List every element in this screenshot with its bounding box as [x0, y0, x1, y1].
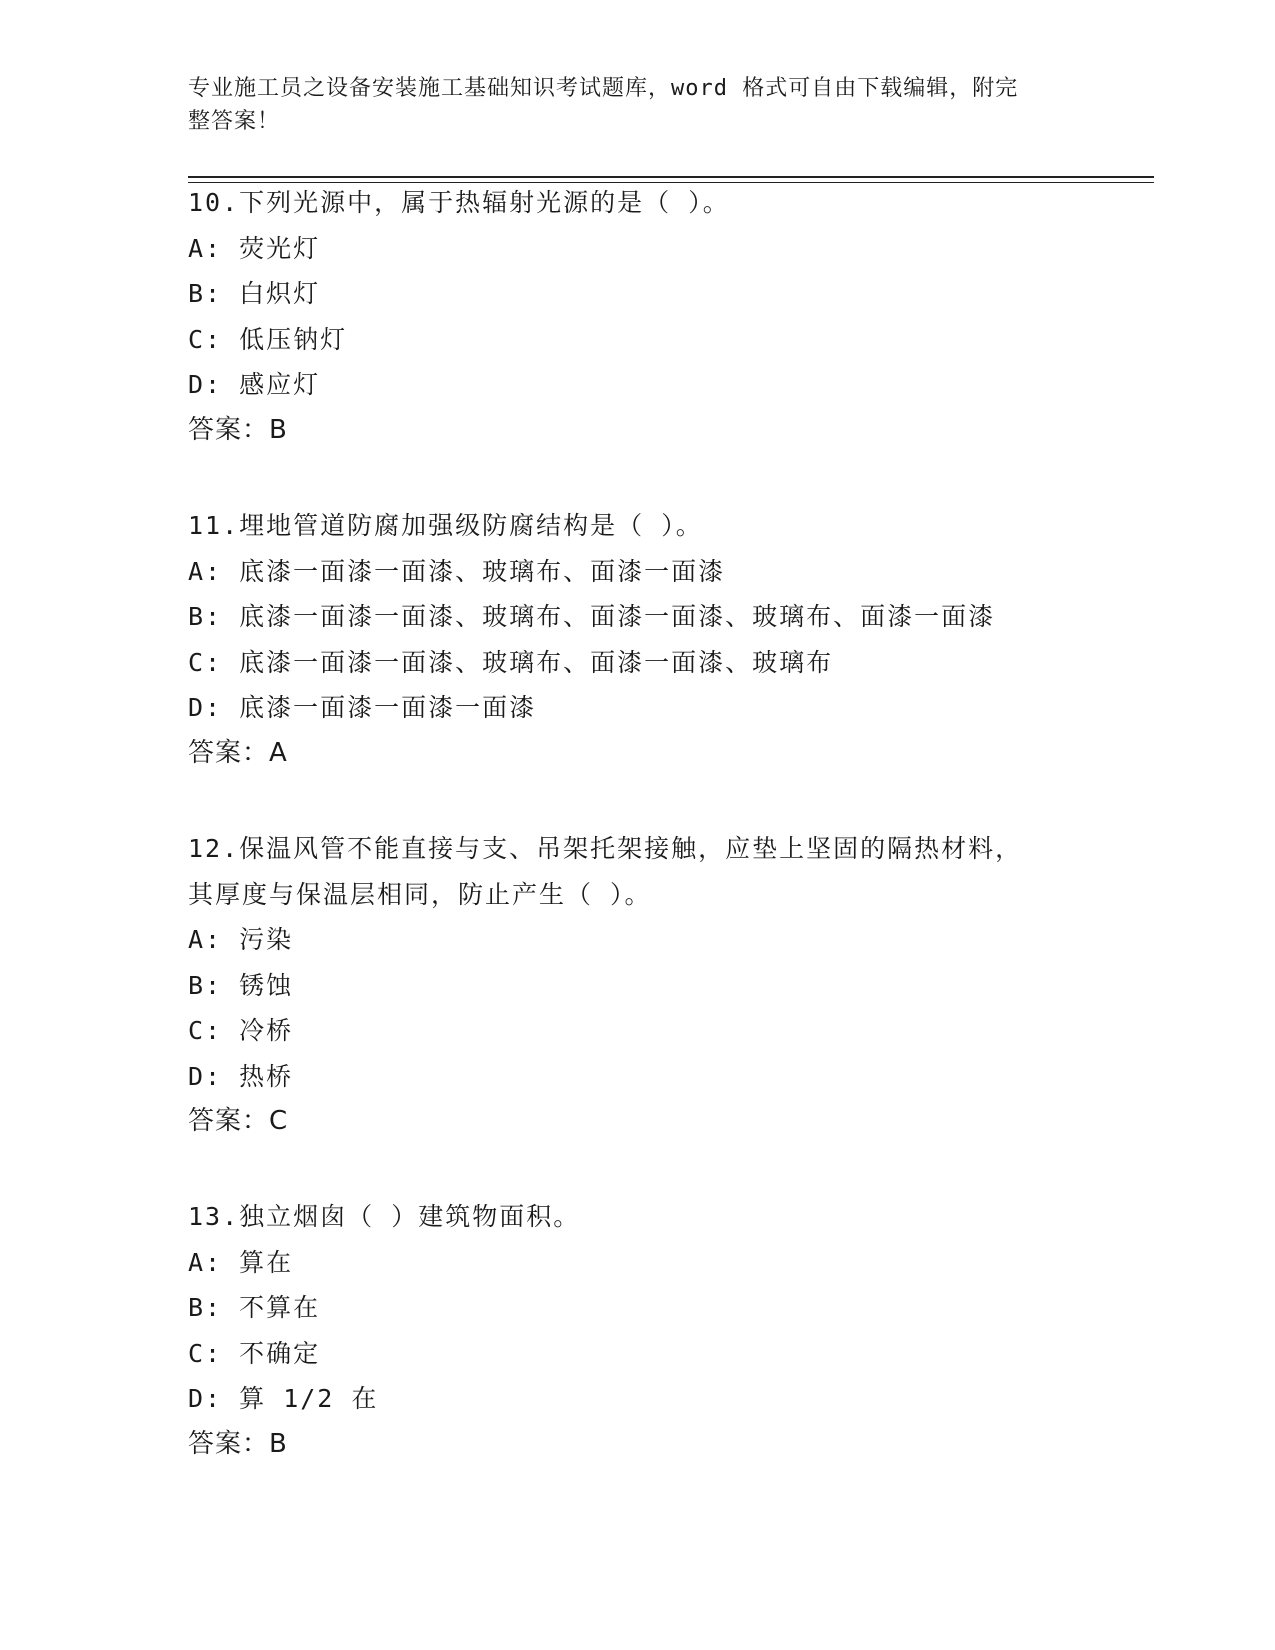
question-13 — [188, 1194, 1088, 1467]
option-c: C: 底漆一面漆一面漆、玻璃布、面漆一面漆、玻璃布 — [188, 647, 834, 677]
answer: 答案：A — [188, 737, 288, 768]
option-b: B: 白炽灯 — [188, 279, 321, 308]
option-b: B: 不算在 — [188, 1293, 321, 1322]
option-d: D: 底漆一面漆一面漆一面漆 — [188, 693, 537, 722]
answer: 答案：B — [188, 414, 288, 445]
header-rule-thick — [188, 176, 1154, 178]
option-a: A: 底漆一面漆一面漆、玻璃布、面漆一面漆 — [188, 556, 726, 586]
question-stem: 10.下列光源中，属于热辐射光源的是（ ）。 — [188, 188, 730, 217]
option-c: C: 低压钠灯 — [188, 324, 348, 354]
document-header — [188, 72, 1068, 138]
question-12 — [188, 826, 1088, 1145]
option-c: C: 冷桥 — [188, 1016, 294, 1045]
option-c: C: 不确定 — [188, 1338, 321, 1368]
question-stem-line-2: 其厚度与保温层相同，防止产生（ ）。 — [188, 879, 652, 909]
option-a: A: 算在 — [188, 1247, 294, 1277]
answer: 答案：C — [188, 1106, 289, 1136]
option-d: D: 热桥 — [188, 1061, 294, 1091]
option-b: B: 底漆一面漆一面漆、玻璃布、面漆一面漆、玻璃布、面漆一面漆 — [188, 602, 996, 631]
question-10 — [188, 180, 1088, 453]
question-stem: 13.独立烟囱（ ）建筑物面积。 — [188, 1202, 581, 1231]
answer: 答案：B — [188, 1428, 288, 1459]
option-b: B: 锈蚀 — [188, 970, 294, 1000]
question-11 — [188, 503, 1088, 776]
question-stem: 11.埋地管道防腐加强级防腐结构是（ ）。 — [188, 511, 703, 540]
option-a: A: 荧光灯 — [188, 233, 321, 263]
option-d: D: 算 1/2 在 — [188, 1384, 379, 1413]
option-d: D: 感应灯 — [188, 370, 321, 399]
header-line-2: 整答案！ — [188, 109, 281, 134]
header-line-1: 专业施工员之设备安装施工基础知识考试题库，word 格式可自由下载编辑，附完 — [188, 76, 1019, 101]
option-a: A: 污染 — [188, 925, 294, 954]
question-stem-line-1: 12.保温风管不能直接与支、吊架托架接触，应垫上坚固的隔热材料， — [188, 834, 1023, 863]
